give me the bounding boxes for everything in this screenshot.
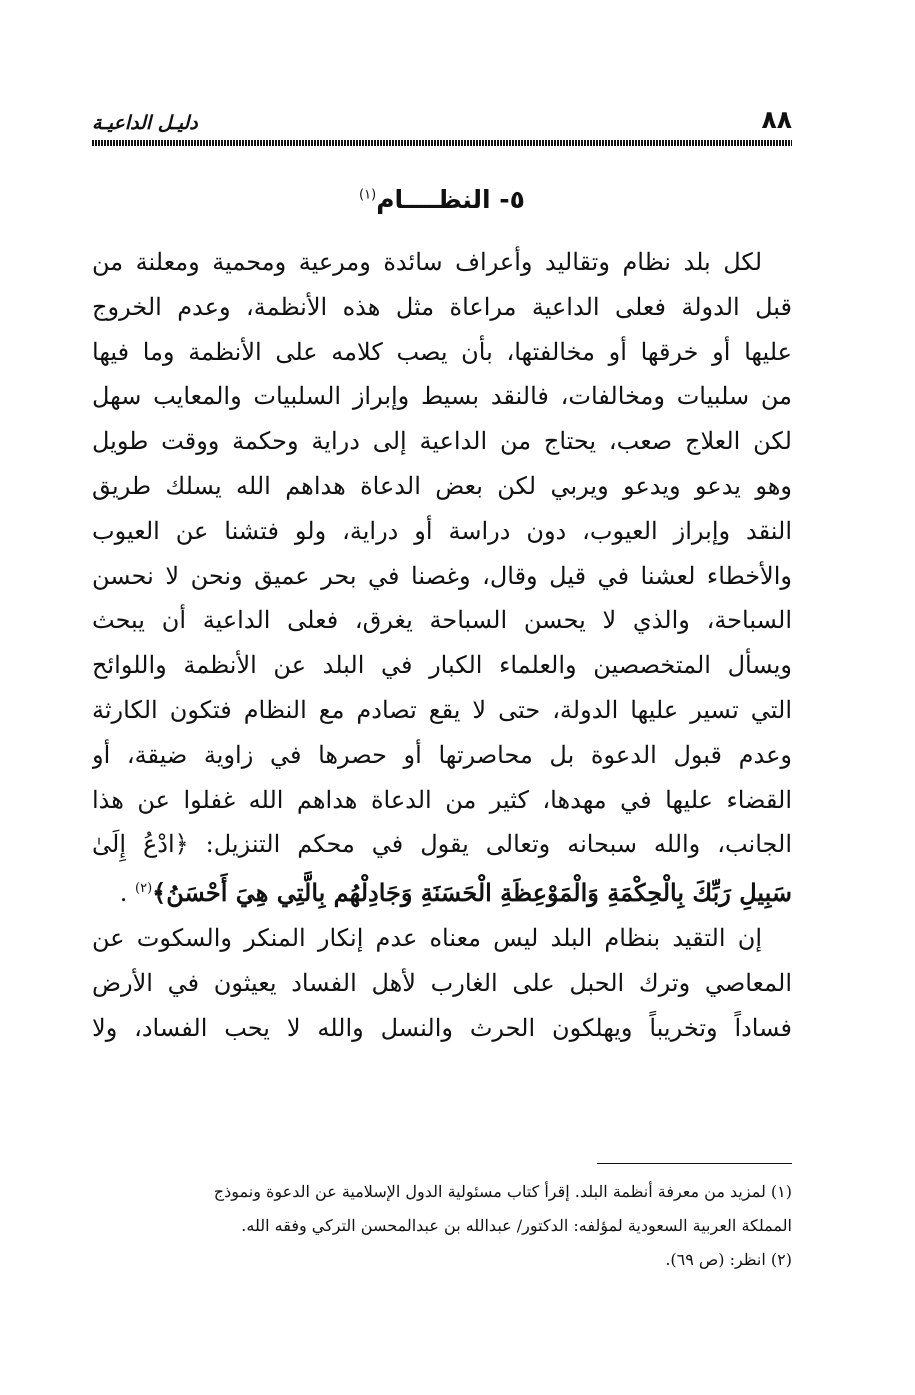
text-line: لكل بلد نظام وتقاليد وأعراف سائدة ومرعية ومحمية ومعلنة من: [92, 248, 763, 276]
running-title: دليـل الداعيـة: [92, 112, 198, 134]
quran-verse-line: [92, 867, 792, 916]
text-line: قبل الدولة فعلى الداعية مراعاة مثل هذه الأنظمة، وعدم الخروج: [92, 292, 792, 321]
footnotes: [92, 1175, 792, 1277]
header-rule: [92, 140, 792, 146]
section-heading: [92, 185, 792, 214]
text-line: إن التقيد بنظام البلد ليس معناه عدم إنكار المنكر والسكوت عن: [92, 923, 762, 952]
text-line: لكن العلاج صعب، يحتاج من الداعية إلى دراية وحكمة ووقت طويل: [92, 427, 792, 456]
body-text: [92, 240, 792, 1050]
text-line: المعاصي وترك الحبل على الغارب لأهل الفساد يعيثون في الأرض: [92, 968, 792, 997]
text-line: ويسأل المتخصصين والعلماء الكبار في البلد عن الأنظمة واللوائح: [92, 651, 792, 680]
footnote-rule: [597, 1163, 792, 1164]
text-line: عليها أو خرقها أو مخالفتها، بأن يصب كلامه على الأنظمة وما فيها: [92, 337, 792, 366]
text-line: السباحة، والذي لا يحسن السباحة يغرق، فعلى الداعية أن يبحث: [92, 606, 792, 635]
text-line: القضاء عليها في مهدها، كثير من الدعاة هداهم الله غفلوا عن هذا: [92, 785, 792, 814]
text-line: من سلبيات ومخالفات، فالنقد بسيط وإبراز السلبيات والمعايب سهل: [92, 382, 792, 411]
text-line: فساداً وتخريباً ويهلكون الحرث والنسل والله لا يحب الفساد، ولا: [92, 1013, 792, 1042]
footnote-1-continued: المملكة العربية السعودية لمؤلفه: الدكتور/ عبدالله بن عبدالمحسن التركي وفقه الله.: [241, 1216, 792, 1235]
section-footnote-ref: (١): [359, 187, 377, 203]
verse-footnote-ref: (٢): [135, 881, 153, 897]
paragraph-1: [92, 240, 792, 916]
footnote-2: (٢) انظر: (ص ٦٩).: [665, 1250, 792, 1269]
footnote-1: (١) لمزيد من معرفة أنظمة البلد. إقرأ كتاب مسئولية الدول الإسلامية عن الدعوة ونموذج: [213, 1182, 792, 1201]
text-line: الجانب، والله سبحانه وتعالى يقول في محكم التنزيل: ﴿ادْعُ إِلَىٰ: [92, 830, 792, 859]
text-line: وعدم قبول الدعوة بل محاصرتها أو حصرها في زاوية ضيقة، أو: [92, 740, 792, 769]
quran-verse: سَبِيلِ رَبِّكَ بِالْحِكْمَةِ وَالْمَوْعِظَةِ الْحَسَنَةِ وَجَادِلْهُم بِالَّتِي هِيَ أَحْسَنُ﴾: [152, 878, 792, 908]
verse-end-mark: .: [119, 879, 128, 908]
section-title: ٥- النظــــام: [376, 185, 525, 214]
text-line: وهو يدعو ويدعو ويربي لكن بعض الدعاة هداهم الله يسلك طريق: [92, 471, 792, 500]
text-line: التي تسير عليها الدولة، حتى لا يقع تصادم مع النظام فتكون الكارثة: [92, 695, 792, 724]
text-line: النقد وإبراز العيوب، دون دراسة أو دراية، ولو فتشنا عن العيوب: [92, 516, 792, 545]
text-line: والأخطاء لعشنا في قيل وقال، وغصنا في بحر عميق ونحن لا نحسن: [92, 561, 792, 590]
page-number: ٨٨: [761, 105, 792, 134]
running-header: [92, 100, 792, 134]
paragraph-2: [92, 916, 792, 1050]
